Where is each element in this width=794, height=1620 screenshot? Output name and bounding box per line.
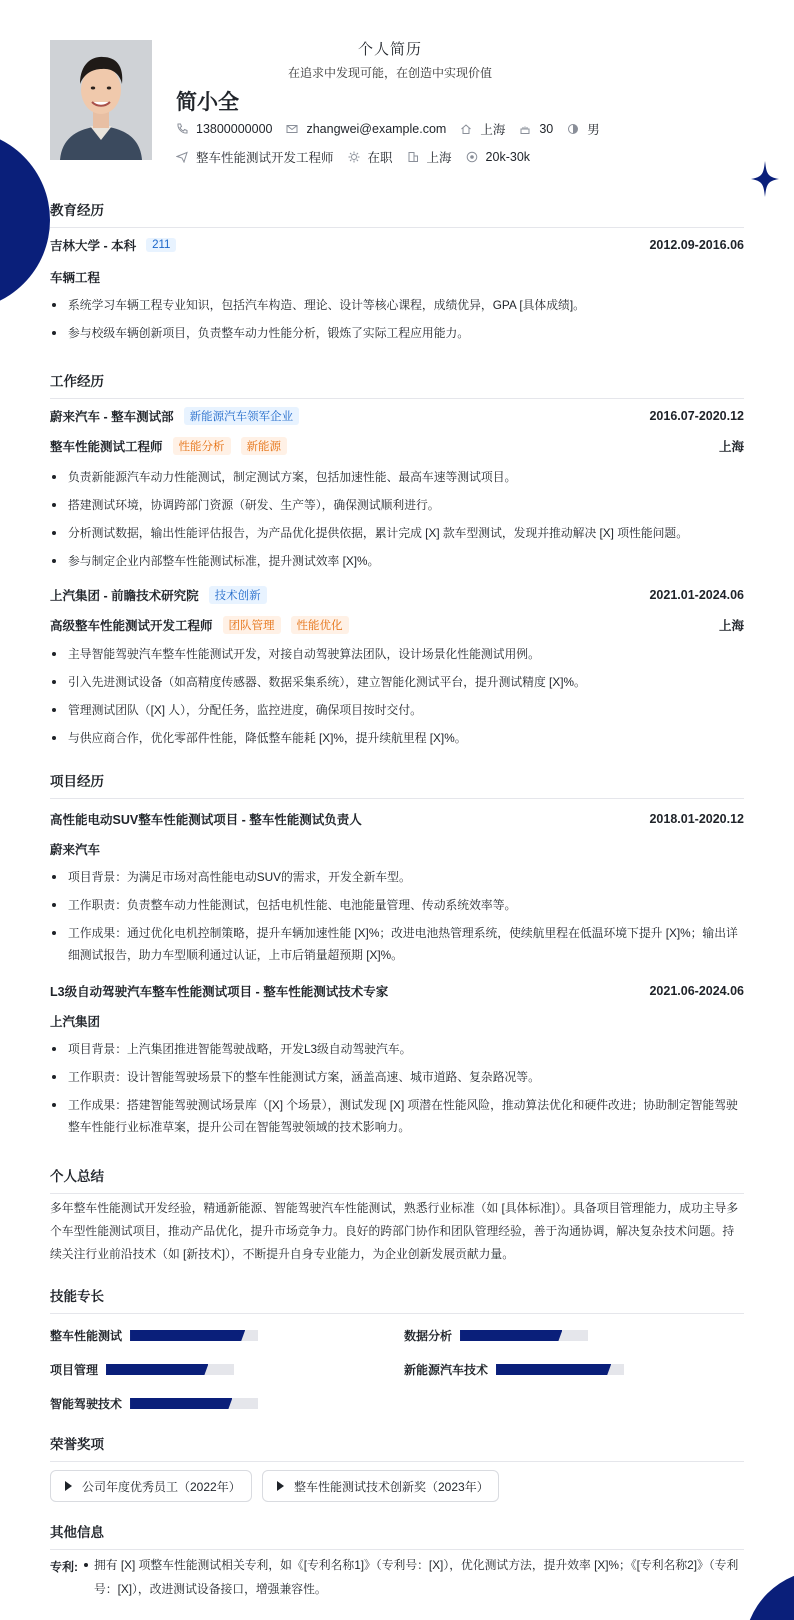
email-address: zhangwei@example.com: [306, 122, 447, 136]
project-dates: 2021.06-2024.06: [649, 984, 744, 998]
job-role: 高级整车性能测试开发工程师: [50, 619, 213, 633]
list-item: 项目背景：上汽集团推进智能驾驶战略，开发L3级自动驾驶汽车。: [50, 1038, 744, 1060]
job-dates: 2016.07-2020.12: [649, 409, 744, 423]
sparkle-icon: [751, 161, 779, 197]
section-title-projects: 项目经历: [50, 770, 744, 799]
gender-icon: [567, 123, 579, 135]
skill-level-bar: [496, 1364, 624, 1375]
role-tag: 性能分析: [173, 437, 231, 455]
contact-row: [176, 120, 614, 138]
award-item: [262, 1470, 499, 1502]
summary-text: 多年整车性能测试开发经验，精通新能源、智能驾驶汽车性能测试，熟悉行业标准（如 [具体标准]）。具备项目管理能力，成功主导多个车型性能测试项目，推动产品优化，提升市场竞争力。良好的跨部门协作和团队管理经验，善于沟通协调，解决复杂技术问题。持续关注行业前沿技术（如 [新技术]），不断提升自身专业能力，为企业创新发展贡献力量。: [50, 1201, 739, 1261]
profile-photo: [50, 40, 152, 160]
skill-level-fill: [460, 1330, 562, 1341]
job-role-head: [50, 616, 744, 634]
building-icon: [407, 151, 419, 163]
education-entry-head: [50, 236, 744, 254]
list-item: 分析测试数据，输出性能评估报告，为产品优化提供依据，累计完成 [X] 款车型测试，发现并推动解决 [X] 项性能问题。: [50, 522, 744, 544]
job-entry-head: [50, 586, 744, 604]
project-org: 上汽集团: [50, 1015, 101, 1029]
employment-status: 在职: [367, 151, 393, 165]
project-dates: 2018.01-2020.12: [649, 812, 744, 826]
list-item: 主导智能驾驶汽车整车性能测试开发，对接自动驾驶算法团队，设计场景化性能测试用例。: [50, 643, 744, 665]
gender: 男: [587, 123, 600, 137]
school-name: 吉林大学 - 本科: [50, 239, 137, 253]
skill-name: 新能源汽车技术: [404, 1363, 489, 1377]
status-icon: [348, 151, 360, 163]
send-icon: [176, 151, 188, 163]
skill-level-fill: [106, 1364, 208, 1375]
skill-level-bar: [130, 1330, 258, 1341]
patent-label: 专利:: [50, 1560, 78, 1574]
section-title-summary: 个人总结: [50, 1165, 744, 1194]
company-tag: 技术创新: [209, 586, 267, 604]
patent-text: 拥有 [X] 项整车性能测试相关专利，如《[专利名称1]》（专利号：[X]），优化测试方法，提升效率 [X]%；《[专利名称2]》（专利号：[X]），改进测试设备接口，增强兼容性。: [84, 1553, 744, 1601]
award-label: 公司年度优秀员工（2022年）: [82, 1479, 241, 1494]
list-item: 项目背景：为满足市场对高性能电动SUV的需求，开发全新车型。: [50, 866, 744, 888]
skill-level-bar: [130, 1398, 258, 1409]
job-role: 整车性能测试工程师: [50, 440, 163, 454]
company-name: 蔚来汽车 - 整车测试部: [50, 410, 174, 424]
list-item: 工作职责：负责整车动力性能测试，包括电机性能、电池能量管理、传动系统效率等。: [50, 894, 744, 916]
skill-name: 整车性能测试: [50, 1329, 123, 1343]
job-title: 整车性能测试开发工程师: [196, 151, 334, 165]
salary: 20k-30k: [485, 150, 531, 164]
education-dates: 2012.09-2016.06: [649, 238, 744, 252]
list-item: 工作职责：设计智能驾驶场景下的整车性能测试方案，涵盖高速、城市道路、复杂路况等。: [50, 1066, 744, 1088]
age: 30: [539, 122, 554, 136]
salary-icon: [466, 151, 478, 163]
list-item: 参与校级车辆创新项目，负责整车动力性能分析，锻炼了实际工程应用能力。: [50, 322, 744, 344]
mail-icon: [286, 123, 298, 135]
job-bullets: [50, 466, 744, 578]
project-bullets: [50, 866, 744, 972]
company-tag: 新能源汽车领军企业: [184, 407, 300, 425]
list-item: 参与制定企业内部整车性能测试标准，提升测试效率 [X]%。: [50, 550, 744, 572]
section-title-awards: 荣誉奖项: [50, 1433, 744, 1462]
job-entry-head: [50, 407, 744, 425]
target-city: 上海: [426, 151, 452, 165]
job-dates: 2021.01-2024.06: [649, 588, 744, 602]
skill-level-fill: [130, 1398, 232, 1409]
award-label: 整车性能测试技术创新奖（2023年）: [294, 1479, 489, 1494]
role-tag: 团队管理: [223, 616, 281, 634]
list-item: 管理测试团队（[X] 人），分配任务，监控进度，确保项目按时交付。: [50, 699, 744, 721]
decorative-circle-left: [0, 130, 50, 310]
skill-item: [404, 1361, 624, 1378]
skill-level-fill: [496, 1364, 611, 1375]
job-city: 上海: [718, 619, 744, 633]
phone-number: 13800000000: [196, 122, 273, 136]
phone-icon: [176, 123, 188, 135]
job-bullets: [50, 643, 744, 755]
list-item: 负责新能源汽车动力性能测试，制定测试方案，包括加速性能、最高车速等测试项目。: [50, 466, 744, 488]
school-tag: 211: [146, 238, 176, 252]
skill-item: [50, 1361, 234, 1378]
job-city: 上海: [718, 440, 744, 454]
skill-item: [50, 1327, 258, 1344]
list-item: 工作成果：通过优化电机控制策略，提升车辆加速性能 [X]%；改进电池热管理系统，使续航里程在低温环境下提升 [X]%；输出详细测试报告，助力车型顺利通过认证，上市后销量超预期 [X]%。: [50, 922, 744, 966]
project-head: [50, 810, 744, 828]
age-icon: [519, 123, 531, 135]
decorative-circle-right: [744, 1570, 794, 1620]
list-item: 引入先进测试设备（如高精度传感器、数据采集系统），建立智能化测试平台，提升测试精度 [X]%。: [50, 671, 744, 693]
document-subtitle: 在追求中发现可能，在创造中实现价值: [287, 66, 492, 80]
job-intent-row: [176, 148, 544, 166]
location: 上海: [480, 123, 506, 137]
skill-item: [404, 1327, 588, 1344]
project-name: 高性能电动SUV整车性能测试项目 - 整车性能测试负责人: [50, 813, 362, 827]
list-item: 工作成果：搭建智能驾驶测试场景库（[X] 个场景），测试发现 [X] 项潜在性能风险，推动算法优化和硬件改进；协助制定智能驾驶整车性能行业标准草案，提升公司在智能驾驶领域的技术影响力。: [50, 1094, 744, 1138]
company-name: 上汽集团 - 前瞻技术研究院: [50, 589, 199, 603]
list-item: 搭建测试环境，协调跨部门资源（研发、生产等），确保测试顺利进行。: [50, 494, 744, 516]
skill-name: 智能驾驶技术: [50, 1397, 123, 1411]
award-item: [50, 1470, 252, 1502]
job-role-head: [50, 437, 744, 455]
project-bullets: [50, 1038, 744, 1144]
skill-name: 数据分析: [404, 1329, 453, 1343]
education-bullets: [50, 294, 744, 350]
triangle-icon: [65, 1481, 72, 1491]
candidate-name: 简小全: [176, 91, 239, 114]
section-title-skills: 技能专长: [50, 1285, 744, 1314]
project-name: L3级自动驾驶汽车整车性能测试项目 - 整车性能测试技术专家: [50, 985, 389, 999]
skill-level-fill: [130, 1330, 245, 1341]
home-icon: [460, 123, 472, 135]
skill-name: 项目管理: [50, 1363, 99, 1377]
major: 车辆工程: [50, 271, 101, 285]
role-tag: 性能优化: [291, 616, 349, 634]
list-item: 与供应商合作，优化零部件性能，降低整车能耗 [X]%，提升续航里程 [X]%。: [50, 727, 744, 749]
section-title-education: 教育经历: [50, 199, 744, 228]
project-org: 蔚来汽车: [50, 843, 101, 857]
triangle-icon: [277, 1481, 284, 1491]
skill-item: [50, 1395, 258, 1412]
skill-level-bar: [460, 1330, 588, 1341]
document-title: 个人简历: [357, 41, 422, 58]
skill-level-bar: [106, 1364, 234, 1375]
section-title-work: 工作经历: [50, 370, 744, 399]
project-head: [50, 982, 744, 1000]
role-tag: 新能源: [241, 437, 288, 455]
list-item: 系统学习车辆工程专业知识，包括汽车构造、理论、设计等核心课程，成绩优异，GPA [具体成绩]。: [50, 294, 744, 316]
section-title-other: 其他信息: [50, 1521, 744, 1550]
